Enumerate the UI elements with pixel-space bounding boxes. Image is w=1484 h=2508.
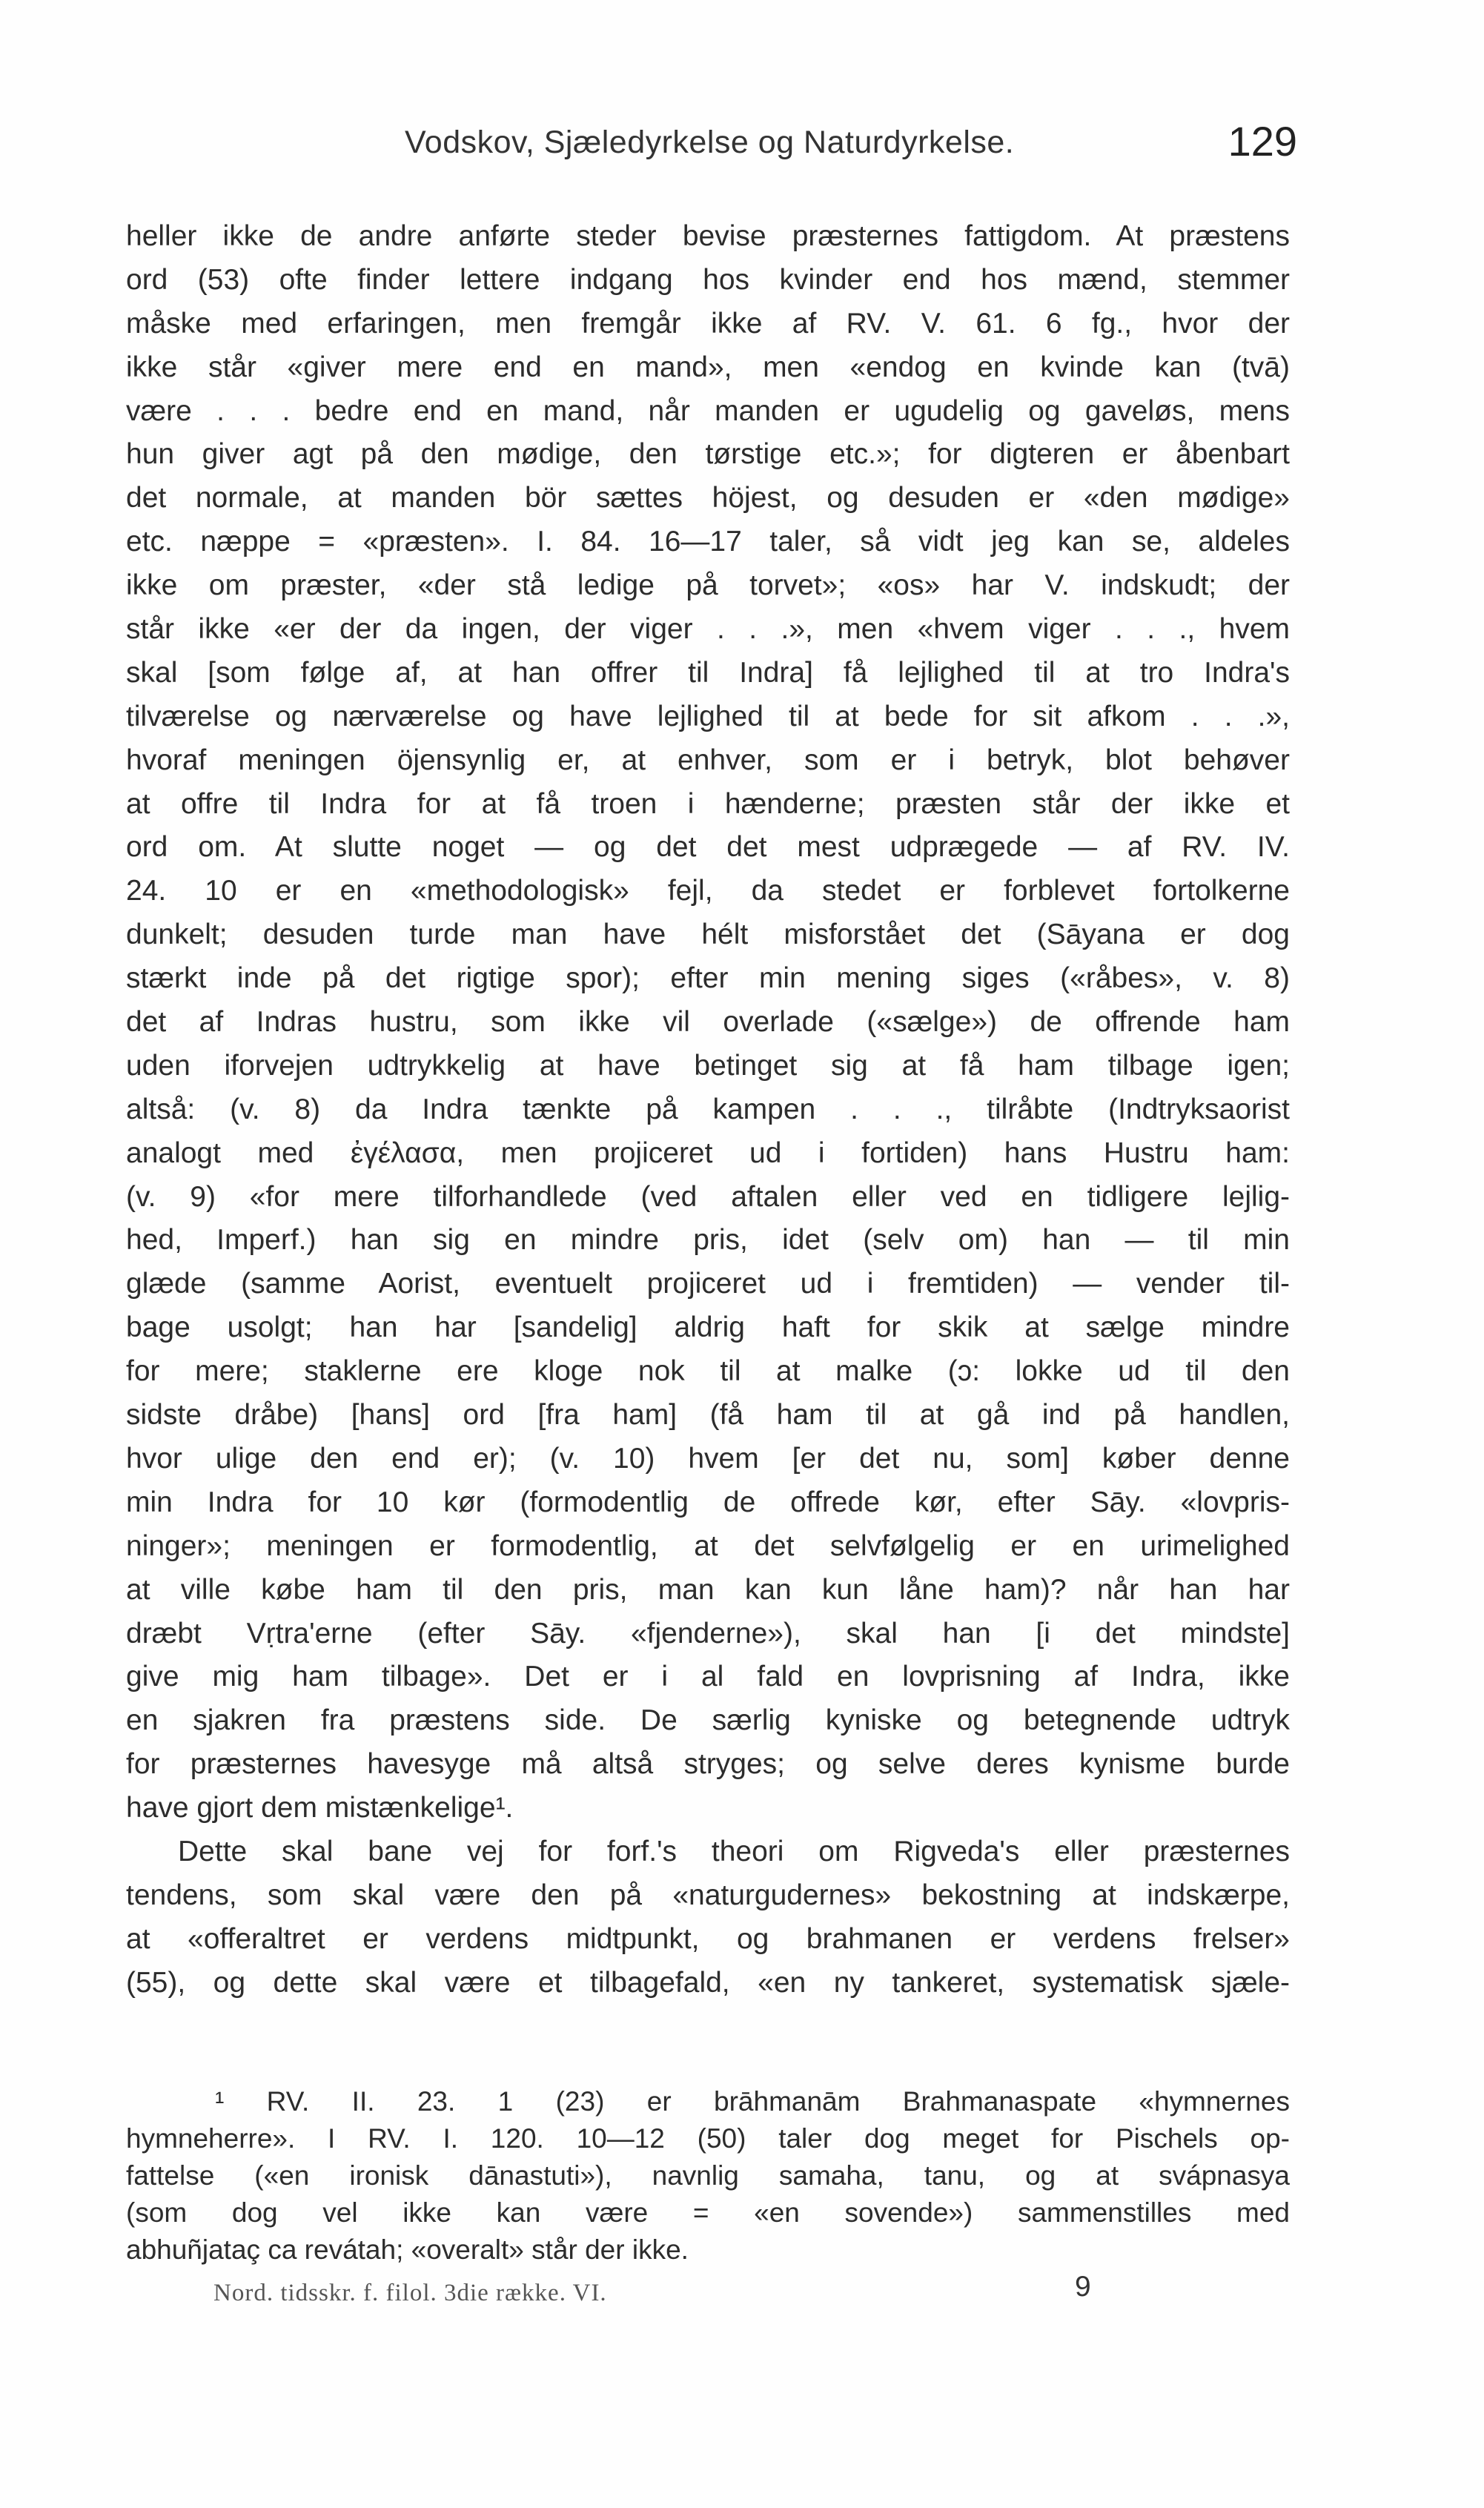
text-line: hvoraf meningen öjensynlig er, at enhver, som er i betryk, blot behøver	[126, 744, 1290, 776]
text-line: etc. næppe = «præsten». I. 84. 16—17 taler, så vidt jeg kan se, aldeles	[126, 526, 1290, 558]
text-line: ord (53) ofte finder lettere indgang hos kvinder end hos mænd, stemmer	[126, 263, 1290, 296]
footnotes	[126, 2083, 1290, 2269]
text-line: stærkt inde på det rigtige spor); efter min mening siges («råbes», v. 8)	[126, 962, 1290, 995]
text-line: tilværelse og nærværelse og have lejlighed til at bede for sit afkom . . .»,	[126, 700, 1290, 732]
text-line: (55), og dette skal være et tilbagefald, «en ny tankeret, systematisk sjæle-	[126, 1966, 1290, 1999]
text-line: være . . . bedre end en mand, når manden er ugudelig og gaveløs, mens	[126, 394, 1290, 427]
text-line: ninger»; meningen er formodentlig, at det selvfølgelig er en urimelighed	[126, 1529, 1290, 1562]
page-number: 129	[1228, 118, 1297, 165]
text-line: sidste dråbe) [hans] ord [fra ham] (få ham til at gå ind på handlen,	[126, 1399, 1290, 1432]
text-line: det af Indras hustru, som ikke vil overlade («sælge») de offrende ham	[126, 1006, 1290, 1039]
text-line: heller ikke de andre anførte steder bevise præsternes fattigdom. At præstens	[126, 220, 1290, 252]
text-line: ikke står «giver mere end en mand», men «endog en kvinde kan (tvā)	[126, 351, 1290, 383]
text-line: at «offeraltret er verdens midtpunkt, og brahmanen er verdens frelser»	[126, 1922, 1290, 1955]
text-line: 24. 10 er en «methodologisk» fejl, da stedet er forblevet fortolkerne	[126, 875, 1290, 907]
body-text	[126, 215, 1290, 2005]
text-line: en sjakren fra præstens side. De særlig kyniske og betegnende udtryk	[126, 1704, 1290, 1737]
journal-signature: Nord. tidsskr. f. filol. 3die række. VI.	[213, 2280, 607, 2306]
text-line: dunkelt; desuden turde man have hélt misforstået det (Sāyana er dog	[126, 919, 1290, 951]
footnote-line: ¹ RV. II. 23. 1 (23) er brāhmanām Brahmanaspate «hymnernes	[215, 2086, 1290, 2117]
text-line: analogt med ἐγέλασα, men projiceret ud i fortiden) hans Hustru ham:	[126, 1136, 1290, 1169]
footnote-line: (som dog vel ikke kan være = «en sovende») sammenstilles med	[126, 2197, 1290, 2228]
text-line: hun giver agt på den mødige, den tørstige etc.»; for digteren er åbenbart	[126, 438, 1290, 471]
text-line: dræbt Vṛtra'erne (efter Sāy. «fjenderne»), skal han [i det mindste]	[126, 1617, 1290, 1650]
text-line: (v. 9) «for mere tilforhandlede (ved aftalen eller ved en tidligere lejlig-	[126, 1180, 1290, 1213]
text-line: hvor ulige den end er); (v. 10) hvem [er det nu, som] køber denne	[126, 1442, 1290, 1475]
text-line: for præsternes havesyge må altså stryges; og selve deres kynisme burde	[126, 1748, 1290, 1781]
text-line: står ikke «er der da ingen, der viger . . .», men «hvem viger . . ., hvem	[126, 613, 1290, 646]
text-line: uden iforvejen udtrykkelig at have betinget sig at få ham tilbage igen;	[126, 1049, 1290, 1082]
text-line: det normale, at manden bör sættes höjest, og desuden er «den mødige»	[126, 482, 1290, 514]
text-line: hed, Imperf.) han sig en mindre pris, idet (selv om) han — til min	[126, 1224, 1290, 1257]
text-line: altså: (v. 8) da Indra tænkte på kampen . . ., tilråbte (Indtryksaorist	[126, 1093, 1290, 1125]
text-line: for mere; staklerne ere kloge nok til at malke (ɔ: lokke ud til den	[126, 1355, 1290, 1388]
text-line: min Indra for 10 kør (formodentlig de offrede kør, efter Sāy. «lovpris-	[126, 1486, 1290, 1518]
text-line: Dette skal bane vej for forf.'s theori om Rigveda's eller præsternes	[178, 1835, 1290, 1867]
text-line: at offre til Indra for at få troen i hænderne; præsten står der ikke et	[126, 787, 1290, 820]
text-line: give mig ham tilbage». Det er i al fald en lovprisning af Indra, ikke	[126, 1661, 1290, 1693]
running-title: Vodskov, Sjæledyrkelse og Naturdyrkelse.	[405, 125, 1015, 160]
footnote-line: hymneherre». I RV. I. 120. 10—12 (50) taler dog meget for Pischels op-	[126, 2123, 1290, 2154]
text-line: glæde (samme Aorist, eventuelt projiceret ud i fremtiden) — vender til-	[126, 1268, 1290, 1300]
text-line: tendens, som skal være den på «naturgudernes» bekostning at indskærpe,	[126, 1879, 1290, 1911]
page-header	[126, 118, 1297, 184]
text-line: bage usolgt; han har [sandelig] aldrig haft for skik at sælge mindre	[126, 1311, 1290, 1344]
text-line: ikke om præster, «der stå ledige på torvet»; «os» har V. indskudt; der	[126, 569, 1290, 602]
text-line: ord om. At slutte noget — og det det mest udprægede — af RV. IV.	[126, 831, 1290, 864]
text-line: måske med erfaringen, men fremgår ikke af RV. V. 61. 6 fg., hvor der	[126, 307, 1290, 340]
footnote-line: abhuñjataç ca revátah; «overalt» står der ikke.	[126, 2234, 689, 2265]
sheet-number: 9	[1075, 2271, 1091, 2303]
footnote-line: fattelse («en ironisk dānastuti»), navnlig samaha, tanu, og at svápnasya	[126, 2160, 1290, 2191]
text-line: have gjort dem mistænkelige¹.	[126, 1792, 514, 1824]
text-line: at ville købe ham til den pris, man kan kun låne ham)? når han har	[126, 1573, 1290, 1606]
text-line: skal [som følge af, at han offrer til Indra] få lejlighed til at tro Indra's	[126, 656, 1290, 689]
